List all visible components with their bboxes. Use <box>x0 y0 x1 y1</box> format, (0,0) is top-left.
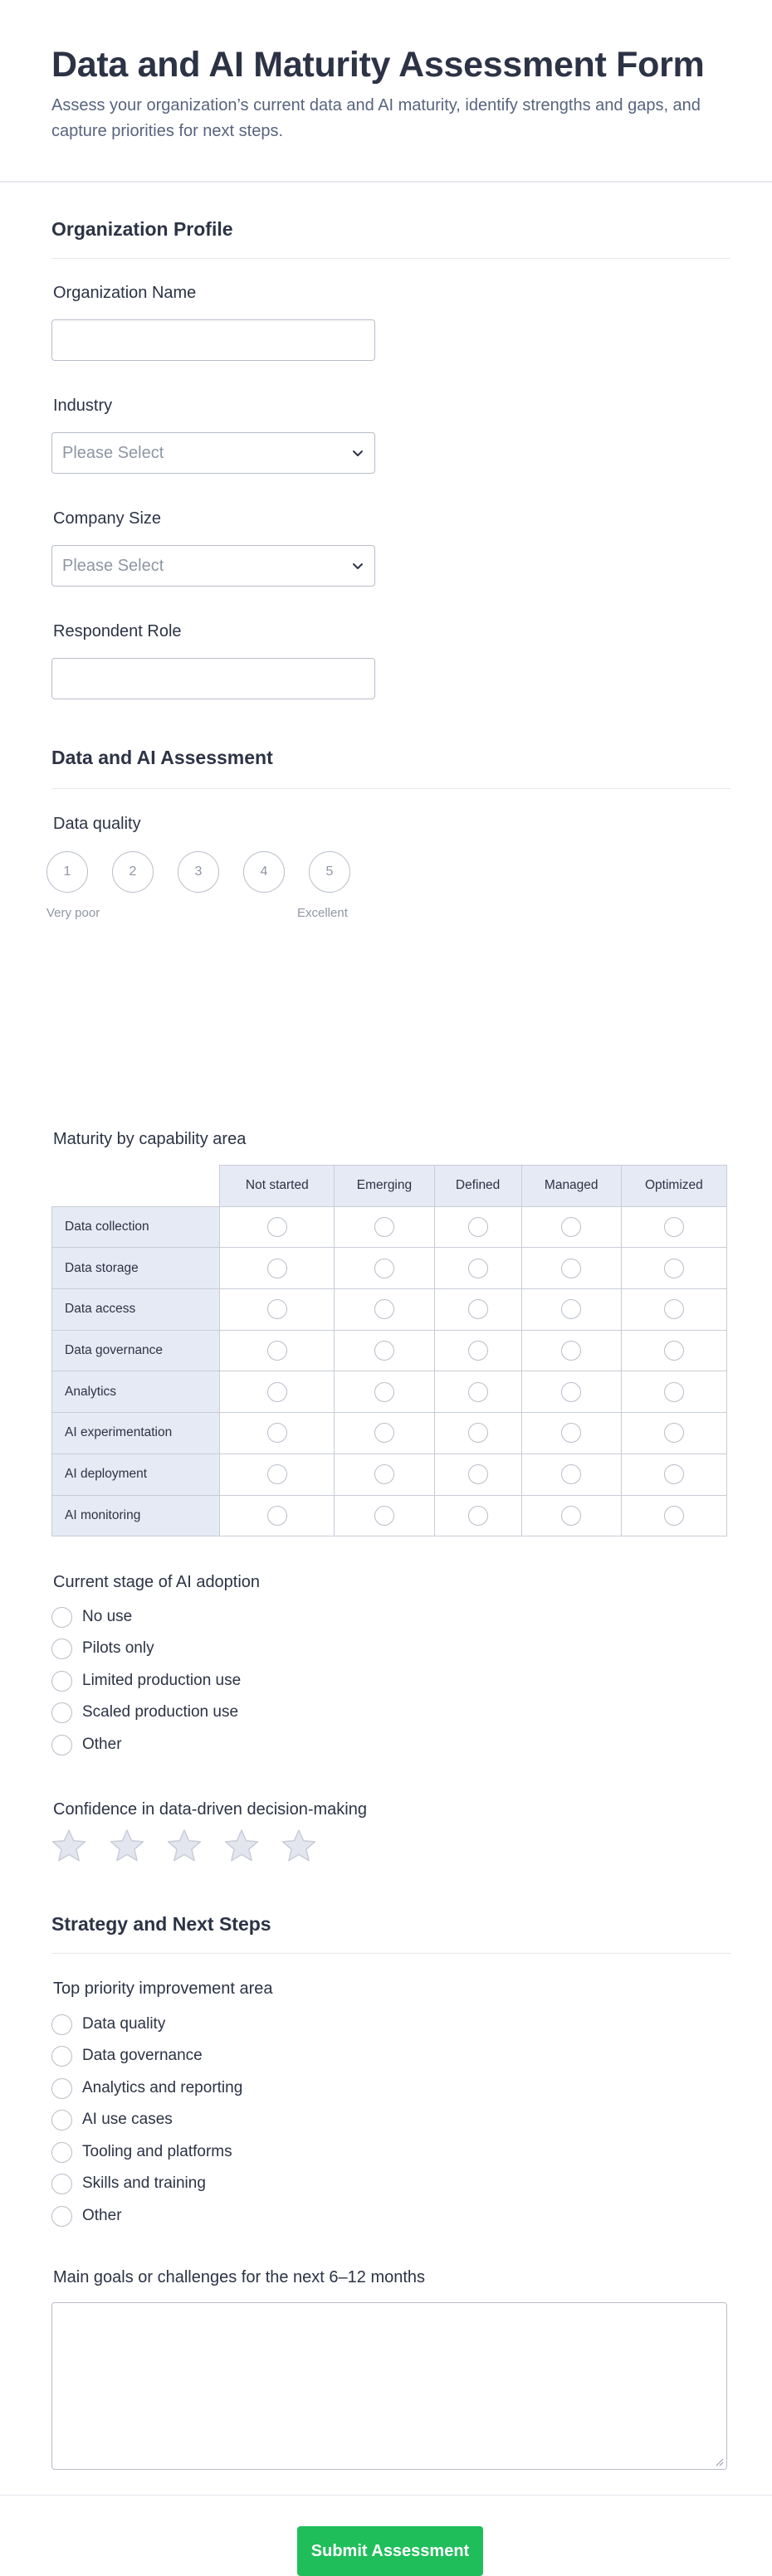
matrix-row <box>52 1454 727 1495</box>
matrix-cell[interactable] <box>434 1371 521 1413</box>
matrix-cell[interactable] <box>220 1289 335 1331</box>
matrix-row-label: Data access <box>52 1289 220 1331</box>
radio-label: No use <box>82 1608 133 1625</box>
matrix-cell[interactable] <box>434 1330 521 1371</box>
submit-button[interactable]: Submit Assessment <box>297 2526 483 2576</box>
matrix-radio-button[interactable] <box>374 1259 394 1278</box>
priority-label: Top priority improvement area <box>53 1979 273 1998</box>
radio-label: Limited production use <box>82 1672 242 1689</box>
matrix-radio-button[interactable] <box>468 1341 488 1361</box>
respondent-role-label: Respondent Role <box>53 622 182 640</box>
form-header <box>0 0 772 183</box>
industry-select[interactable] <box>51 432 375 474</box>
org-name-input[interactable] <box>51 319 375 361</box>
radio-button[interactable] <box>51 1702 72 1723</box>
matrix-radio-button[interactable] <box>374 1464 394 1484</box>
matrix-cell[interactable] <box>335 1413 434 1454</box>
matrix-radio-button[interactable] <box>374 1299 394 1319</box>
matrix-radio-button[interactable] <box>561 1382 581 1402</box>
radio-label: Scaled production use <box>82 1703 239 1721</box>
matrix-radio-button[interactable] <box>374 1506 394 1526</box>
matrix-radio-button[interactable] <box>664 1259 684 1278</box>
matrix-cell[interactable] <box>335 1454 434 1495</box>
matrix-radio-button[interactable] <box>468 1259 488 1278</box>
matrix-cell[interactable] <box>521 1206 621 1248</box>
matrix-cell[interactable] <box>335 1289 434 1331</box>
matrix-radio-button[interactable] <box>664 1382 684 1402</box>
matrix-cell[interactable] <box>521 1454 621 1495</box>
star-icon[interactable] <box>165 1827 203 1865</box>
matrix-radio-button[interactable] <box>468 1506 488 1526</box>
radio-button[interactable] <box>51 2110 72 2130</box>
data-quality-label: Data quality <box>53 815 141 833</box>
radio-label: Other <box>82 1736 122 1753</box>
confidence-label: Confidence in data-driven decision-making <box>53 1800 367 1819</box>
matrix-row <box>52 1371 727 1413</box>
section-title-profile: Organization Profile <box>51 218 233 240</box>
matrix-cell[interactable] <box>621 1454 726 1495</box>
matrix-row <box>52 1495 727 1536</box>
matrix-cell[interactable] <box>220 1371 335 1413</box>
radio-label: AI use cases <box>82 2111 173 2128</box>
matrix-column-header: Defined <box>434 1166 521 1207</box>
matrix-cell[interactable] <box>434 1289 521 1331</box>
matrix-radio-button[interactable] <box>664 1341 684 1361</box>
matrix-radio-button[interactable] <box>374 1423 394 1443</box>
radio-button[interactable] <box>51 1607 72 1628</box>
matrix-radio-button[interactable] <box>267 1506 287 1526</box>
matrix-cell[interactable] <box>621 1330 726 1371</box>
radio-label: Tooling and platforms <box>82 2143 232 2160</box>
scale-max-caption: Excellent <box>297 906 348 920</box>
matrix-radio-button[interactable] <box>664 1464 684 1484</box>
matrix-cell[interactable] <box>521 1413 621 1454</box>
org-name-label: Organization Name <box>53 284 197 302</box>
star-icon[interactable] <box>108 1827 146 1865</box>
radio-label: Other <box>82 2207 122 2224</box>
matrix-radio-button[interactable] <box>374 1382 394 1402</box>
matrix-cell[interactable] <box>335 1248 434 1289</box>
matrix-radio-button[interactable] <box>561 1506 581 1526</box>
matrix-cell[interactable] <box>434 1495 521 1536</box>
matrix-column-header: Not started <box>220 1166 335 1207</box>
radio-button[interactable] <box>51 1735 72 1755</box>
matrix-body <box>52 1206 727 1536</box>
matrix-cell[interactable] <box>220 1454 335 1495</box>
matrix-radio-button[interactable] <box>267 1299 287 1319</box>
matrix-cell[interactable] <box>434 1248 521 1289</box>
matrix-corner <box>52 1166 220 1207</box>
radio-button[interactable] <box>51 2206 72 2227</box>
company-size-select[interactable] <box>51 545 375 587</box>
radio-button[interactable] <box>51 1671 72 1692</box>
scale-min-caption: Very poor <box>46 906 100 920</box>
matrix-row-label: AI experimentation <box>52 1413 220 1454</box>
matrix-radio-button[interactable] <box>267 1382 287 1402</box>
star-icon[interactable] <box>280 1827 318 1865</box>
industry-label: Industry <box>53 397 113 415</box>
matrix-row <box>52 1206 727 1248</box>
matrix-cell[interactable] <box>621 1206 726 1248</box>
industry-select-value: Please Select <box>62 444 164 462</box>
matrix-radio-button[interactable] <box>468 1423 488 1443</box>
matrix-radio-button[interactable] <box>561 1259 581 1278</box>
matrix-radio-button[interactable] <box>664 1299 684 1319</box>
matrix-radio-button[interactable] <box>561 1423 581 1443</box>
respondent-role-input[interactable] <box>51 658 375 699</box>
matrix-row-label: Analytics <box>52 1371 220 1413</box>
matrix-cell[interactable] <box>220 1248 335 1289</box>
matrix-radio-button[interactable] <box>374 1217 394 1237</box>
company-size-select-value: Please Select <box>62 557 164 575</box>
chevron-down-icon <box>351 559 364 572</box>
radio-button[interactable] <box>51 2046 72 2067</box>
matrix-cell[interactable] <box>621 1371 726 1413</box>
matrix-row <box>52 1289 727 1331</box>
matrix-radio-button[interactable] <box>561 1299 581 1319</box>
matrix-cell[interactable] <box>335 1206 434 1248</box>
matrix-radio-button[interactable] <box>468 1217 488 1237</box>
radio-button[interactable] <box>51 2174 72 2194</box>
radio-label: Analytics and reporting <box>82 2079 243 2096</box>
matrix-row-label: Data collection <box>52 1206 220 1248</box>
matrix-cell[interactable] <box>335 1495 434 1536</box>
matrix-row-label: AI deployment <box>52 1454 220 1495</box>
matrix-cell[interactable] <box>335 1330 434 1371</box>
section-divider <box>51 1953 730 1954</box>
goals-textarea[interactable] <box>51 2302 727 2470</box>
matrix-cell[interactable] <box>621 1413 726 1454</box>
matrix-radio-button[interactable] <box>468 1464 488 1484</box>
section-divider <box>51 788 730 789</box>
matrix-radio-button[interactable] <box>374 1341 394 1361</box>
matrix-radio-button[interactable] <box>267 1464 287 1484</box>
form-subtitle: Assess your organization’s current data and AI maturity, identify strengths and gaps, and capture priorities for next steps. <box>51 96 701 140</box>
footer-divider <box>0 2495 772 2496</box>
resize-handle-icon[interactable] <box>714 2457 724 2466</box>
matrix-radio-button[interactable] <box>267 1259 287 1278</box>
radio-label: Pilots only <box>82 1639 154 1657</box>
matrix-row <box>52 1248 727 1289</box>
ai-stage-label: Current stage of AI adoption <box>53 1573 261 1591</box>
matrix-cell[interactable] <box>434 1454 521 1495</box>
matrix-radio-button[interactable] <box>664 1217 684 1237</box>
matrix-row <box>52 1330 727 1371</box>
matrix-cell[interactable] <box>521 1330 621 1371</box>
radio-button[interactable] <box>51 1639 72 1659</box>
maturity-matrix <box>51 1165 727 1536</box>
matrix-cell[interactable] <box>621 1248 726 1289</box>
matrix-cell[interactable] <box>521 1371 621 1413</box>
radio-button[interactable] <box>51 2142 72 2163</box>
matrix-radio-button[interactable] <box>664 1423 684 1443</box>
matrix-cell[interactable] <box>434 1413 521 1454</box>
radio-label: Data quality <box>82 2015 166 2033</box>
radio-button[interactable] <box>51 2078 72 2099</box>
matrix-radio-button[interactable] <box>561 1464 581 1484</box>
matrix-cell[interactable] <box>220 1495 335 1536</box>
matrix-radio-button[interactable] <box>664 1506 684 1526</box>
matrix-cell[interactable] <box>521 1289 621 1331</box>
matrix-column-header: Managed <box>521 1166 621 1207</box>
matrix-cell[interactable] <box>220 1330 335 1371</box>
matrix-radio-button[interactable] <box>267 1341 287 1361</box>
matrix-cell[interactable] <box>434 1206 521 1248</box>
matrix-cell[interactable] <box>220 1206 335 1248</box>
section-title-assessment: Data and AI Assessment <box>51 747 273 768</box>
matrix-radio-button[interactable] <box>468 1299 488 1319</box>
matrix-row-label: Data storage <box>52 1248 220 1289</box>
section-divider <box>51 258 730 259</box>
matrix-cell[interactable] <box>621 1495 726 1536</box>
maturity-matrix-label: Maturity by capability area <box>53 1130 247 1148</box>
matrix-radio-button[interactable] <box>267 1423 287 1443</box>
section-title-strategy: Strategy and Next Steps <box>51 1913 271 1935</box>
form-title: Data and AI Maturity Assessment Form <box>51 45 705 85</box>
matrix-radio-button[interactable] <box>561 1341 581 1361</box>
matrix-column-header: Optimized <box>621 1166 726 1207</box>
scale-option-4[interactable]: 4 <box>243 851 285 893</box>
matrix-cell[interactable] <box>220 1413 335 1454</box>
radio-label: Skills and training <box>82 2174 206 2192</box>
matrix-header-row <box>52 1166 727 1207</box>
matrix-cell[interactable] <box>621 1289 726 1331</box>
scale-option-5[interactable]: 5 <box>309 851 350 893</box>
matrix-radio-button[interactable] <box>267 1217 287 1237</box>
matrix-radio-button[interactable] <box>468 1382 488 1402</box>
radio-label: Data governance <box>82 2047 203 2064</box>
matrix-cell[interactable] <box>335 1371 434 1413</box>
matrix-cell[interactable] <box>521 1495 621 1536</box>
matrix-column-header: Emerging <box>335 1166 434 1207</box>
matrix-radio-button[interactable] <box>561 1217 581 1237</box>
matrix-cell[interactable] <box>521 1248 621 1289</box>
company-size-label: Company Size <box>53 509 162 528</box>
star-icon[interactable] <box>222 1827 261 1865</box>
scale-option-2[interactable]: 2 <box>112 851 154 893</box>
scale-option-1[interactable]: 1 <box>46 851 88 893</box>
matrix-row-label: AI monitoring <box>52 1495 220 1536</box>
goals-label: Main goals or challenges for the next 6–12 months <box>53 2268 426 2286</box>
star-icon[interactable] <box>50 1827 88 1865</box>
radio-button[interactable] <box>51 2014 72 2035</box>
scale-option-3[interactable]: 3 <box>178 851 219 893</box>
matrix-row-label: Data governance <box>52 1330 220 1371</box>
chevron-down-icon <box>351 446 364 460</box>
matrix-row <box>52 1413 727 1454</box>
